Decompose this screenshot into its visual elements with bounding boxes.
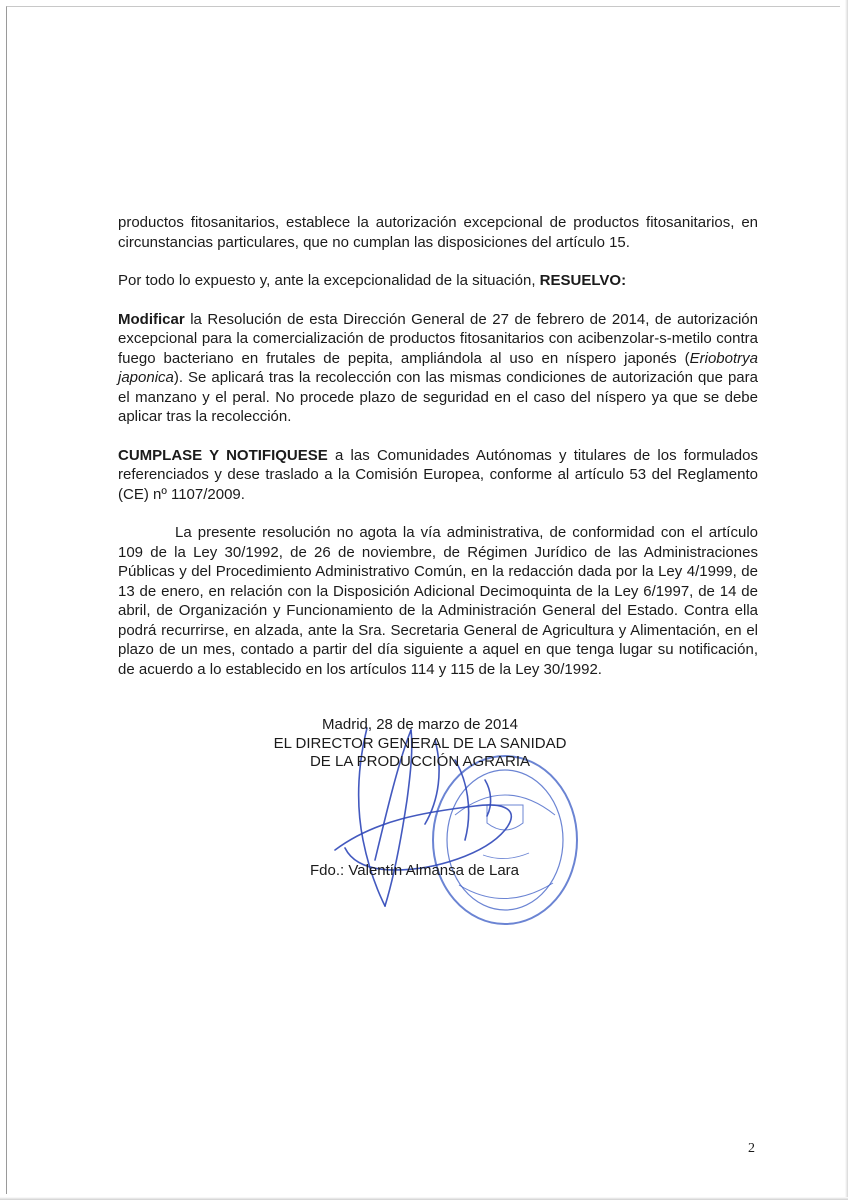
document-body — [118, 213, 758, 698]
place-date: Madrid, 28 de marzo de 2014 — [322, 716, 518, 733]
modificar-label: Modificar — [118, 310, 185, 328]
paragraph-intro: productos fitosanitarios, establece la autorización excepcional de productos fitosanitarios, en circunstancias particulares, que no cumplan las disposiciones del artículo 15. — [118, 214, 758, 251]
signature-block — [240, 716, 600, 772]
signed-by: Fdo.: Valentín Almansa de Lara — [310, 862, 520, 879]
paragraph-cumplase: CUMPLASE Y NOTIFIQUESE a las Comunidades Autónomas y titulares de los formulados referenciados y dese traslado a la Comisión Europea, conforme al artículo 53 del Reglamento (CE) nº 1107/2009. — [118, 446, 758, 503]
resuelvo-label: RESUELVO: — [539, 272, 627, 289]
paragraph-resuelvo: Por todo lo expuesto y, ante la excepcionalidad de la situación, RESUELVO: — [118, 272, 627, 289]
page-number: 2 — [748, 1141, 755, 1156]
paragraph-modificar: Modificar la Resolución de esta Dirección General de 27 de febrero de 2014, de autorización excepcional para la comercialización de productos fitosanitarios con acibenzolar-s-metilo contra fuego bacteriano en frutales de pepita, ampliándola al uso en níspero japonés (Eriobotrya japonica). Se aplicará tras la recolección con las mismas condiciones de autorización que para el manzano y el peral. No procede plazo de seguridad en el caso del níspero ya que se debe aplicar tras la recolección. — [118, 310, 758, 425]
paragraph-recurso: La presente resolución no agota la vía administrativa, de conformidad con el artículo 109 de la Ley 30/1992, de 26 de noviembre, de Régimen Jurídico de las Administraciones Públicas y del Procedimiento Administrativo Común, en la redacción dada por la Ley 4/1999, de 13 de enero, en relación con la Disposición Adicional Decimoquinta de la Ley 6/1997, de 14 de abril, de Organización y Funcionamiento de la Administración General del Estado. Contra ella podrá recurrirse, en alzada, ante la Sra. Secretaria General de Agricultura y Alimentación, en el plazo de un mes, contado a partir del día siguiente a aquel en que tenga lugar su notificación, de acuerdo a lo establecido en los artículos 114 y 115 de la Ley 30/1992. — [118, 524, 758, 678]
signatory-title: EL DIRECTOR GENERAL DE LA SANIDAD — [273, 734, 567, 752]
species-name: Eriobotrya japonica — [118, 349, 758, 386]
signatory-title: DE LA PRODUCCIÓN AGRARIA — [309, 753, 531, 770]
cumplase-label: CUMPLASE Y NOTIFIQUESE — [118, 446, 328, 464]
